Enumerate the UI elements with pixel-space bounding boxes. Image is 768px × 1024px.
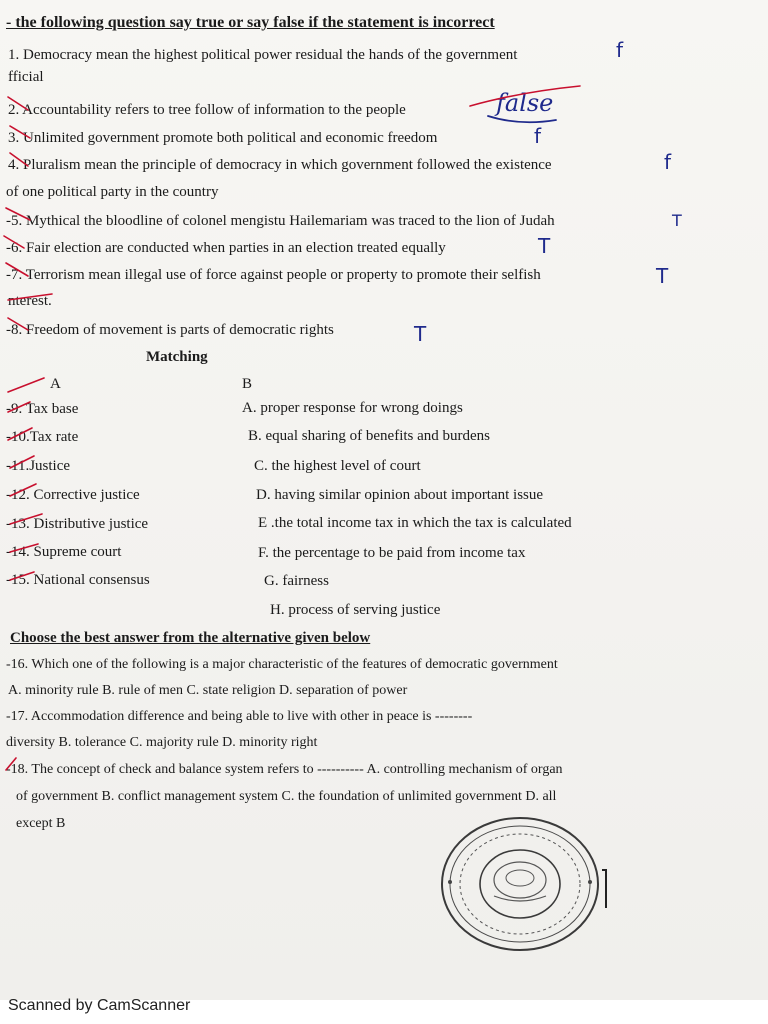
matching-column-a-label: A <box>50 376 61 392</box>
question-4: 4. Pluralism mean the principle of democracy in which government followed the existence <box>8 157 552 173</box>
matching-b-item: G. fairness <box>264 573 329 589</box>
question-18: -18. The concept of check and balance system refers to ---------- A. controlling mechanism of organ <box>6 762 563 777</box>
matching-b-item: B. equal sharing of benefits and burdens <box>248 428 491 444</box>
question-1-cont: fficial <box>8 69 44 85</box>
question-16: -16. Which one of the following is a major characteristic of the features of democratic government <box>6 657 558 672</box>
matching-a-item: -12. Corrective justice <box>6 487 140 503</box>
multiple-choice-heading: Choose the best answer from the alternative given below <box>10 630 371 646</box>
matching-b-item: F. the percentage to be paid from income tax <box>258 545 526 561</box>
question-3: 3. Unlimited government promote both political and economic freedom <box>8 130 438 146</box>
answer-q6-mark: T <box>538 234 551 258</box>
matching-b-item: H. process of serving justice <box>270 602 441 618</box>
question-1: 1. Democracy mean the highest political power residual the hands of the government <box>8 47 518 63</box>
true-false-heading: - the following question say true or say false if the statement is incorrect <box>6 14 495 31</box>
question-6: -6. Fair election are conducted when parties in an election treated equally <box>6 240 446 256</box>
answer-q8-mark: T <box>414 322 427 346</box>
matching-b-item: C. the highest level of court <box>254 458 421 474</box>
matching-column-b-label: B <box>242 376 253 392</box>
answer-q4-mark: f <box>664 150 672 174</box>
question-2: 2. Accountability refers to tree follow of information to the people <box>8 102 406 118</box>
answer-q5-mark: T <box>672 211 682 230</box>
matching-b-item: E .the total income tax in which the tax is calculated <box>258 515 572 531</box>
answer-q7-mark: T <box>656 264 669 288</box>
question-8: -8. Freedom of movement is parts of democratic rights <box>6 322 334 338</box>
matching-a-item: -14. Supreme court <box>6 544 122 560</box>
scanner-watermark: Scanned by CamScanner <box>8 997 191 1014</box>
official-seal-stamp <box>436 808 608 958</box>
matching-heading: Matching <box>146 349 208 365</box>
question-4-cont: of one political party in the country <box>6 184 219 200</box>
question-5: -5. Mythical the bloodline of colonel mengistu Hailemariam was traced to the lion of Judah <box>6 213 555 229</box>
question-17: -17. Accommodation difference and being able to live with other in peace is -------- <box>6 709 473 724</box>
answer-q3-mark: f <box>534 124 542 148</box>
question-16-options: A. minority rule B. rule of men C. state religion D. separation of power <box>8 683 408 698</box>
matching-b-item: A. proper response for wrong doings <box>242 400 463 416</box>
matching-a-item: -13. Distributive justice <box>6 516 149 532</box>
matching-a-item: -15. National consensus <box>6 572 150 588</box>
question-7-cont: nterest. <box>8 293 52 309</box>
matching-a-item: -10.Tax rate <box>6 429 79 445</box>
matching-a-item: -11.Justice <box>6 458 71 474</box>
question-18-cont2: except B <box>16 816 66 831</box>
question-7: -7. Terrorism mean illegal use of force against people or property to promote their selfish <box>6 267 541 283</box>
question-17-options: diversity B. tolerance C. majority rule D. minority right <box>6 735 318 750</box>
answer-q1-mark: f <box>616 38 624 62</box>
matching-b-item: D. having similar opinion about important issue <box>256 487 544 503</box>
answer-q2-mark: false <box>496 89 554 117</box>
matching-a-item: -9. Tax base <box>6 401 79 417</box>
question-18-cont: of government B. conflict management system C. the foundation of unlimited government D. all <box>16 789 557 804</box>
